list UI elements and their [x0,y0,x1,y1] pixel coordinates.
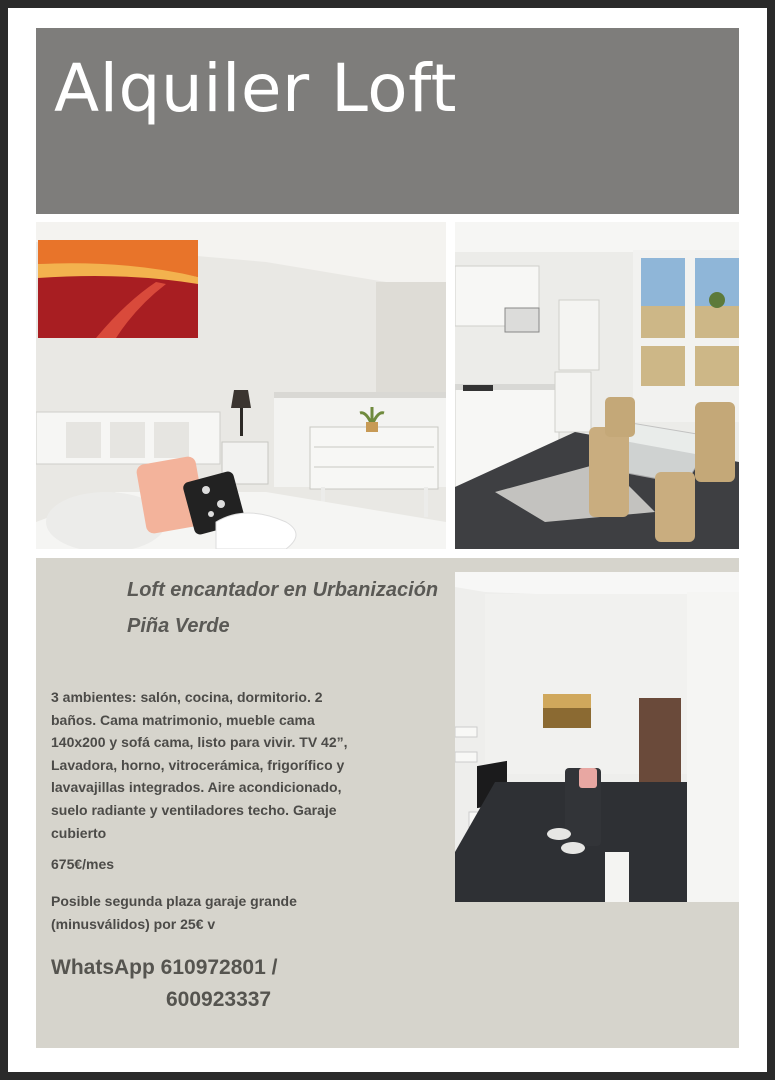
living-room-photo [455,572,739,902]
listing-price: 675€/mes [51,856,115,872]
header-banner [36,28,739,214]
contact-line-1: WhatsApp 610972801 / [51,956,278,979]
contact-line-2: 600923337 [166,988,272,1011]
contact-whatsapp[interactable] [51,952,351,1016]
kitchen-dining-photo [455,222,739,549]
listing-description: 3 ambientes: salón, cocina, dormitorio. 2 baños. Cama matrimonio, mueble cama 140x200 y sofá cama, listo para vivir. TV 42”, Lavadora, horno, vitrocerámica, frigorífico y lavavajillas integrados. Aire acondicionado, suelo radiante y ventiladores techo. Garaje cubierto [51,689,348,841]
listing-extra-parking: Posible segunda plaza garaje grande (minusválidos) por 25€ v [51,893,297,932]
bedroom-photo [36,222,446,549]
listing-subtitle: Loft encantador en Urbanización Piña Verde [127,579,439,637]
page-title: Alquiler Loft [54,50,458,127]
flyer-page [8,8,767,1072]
